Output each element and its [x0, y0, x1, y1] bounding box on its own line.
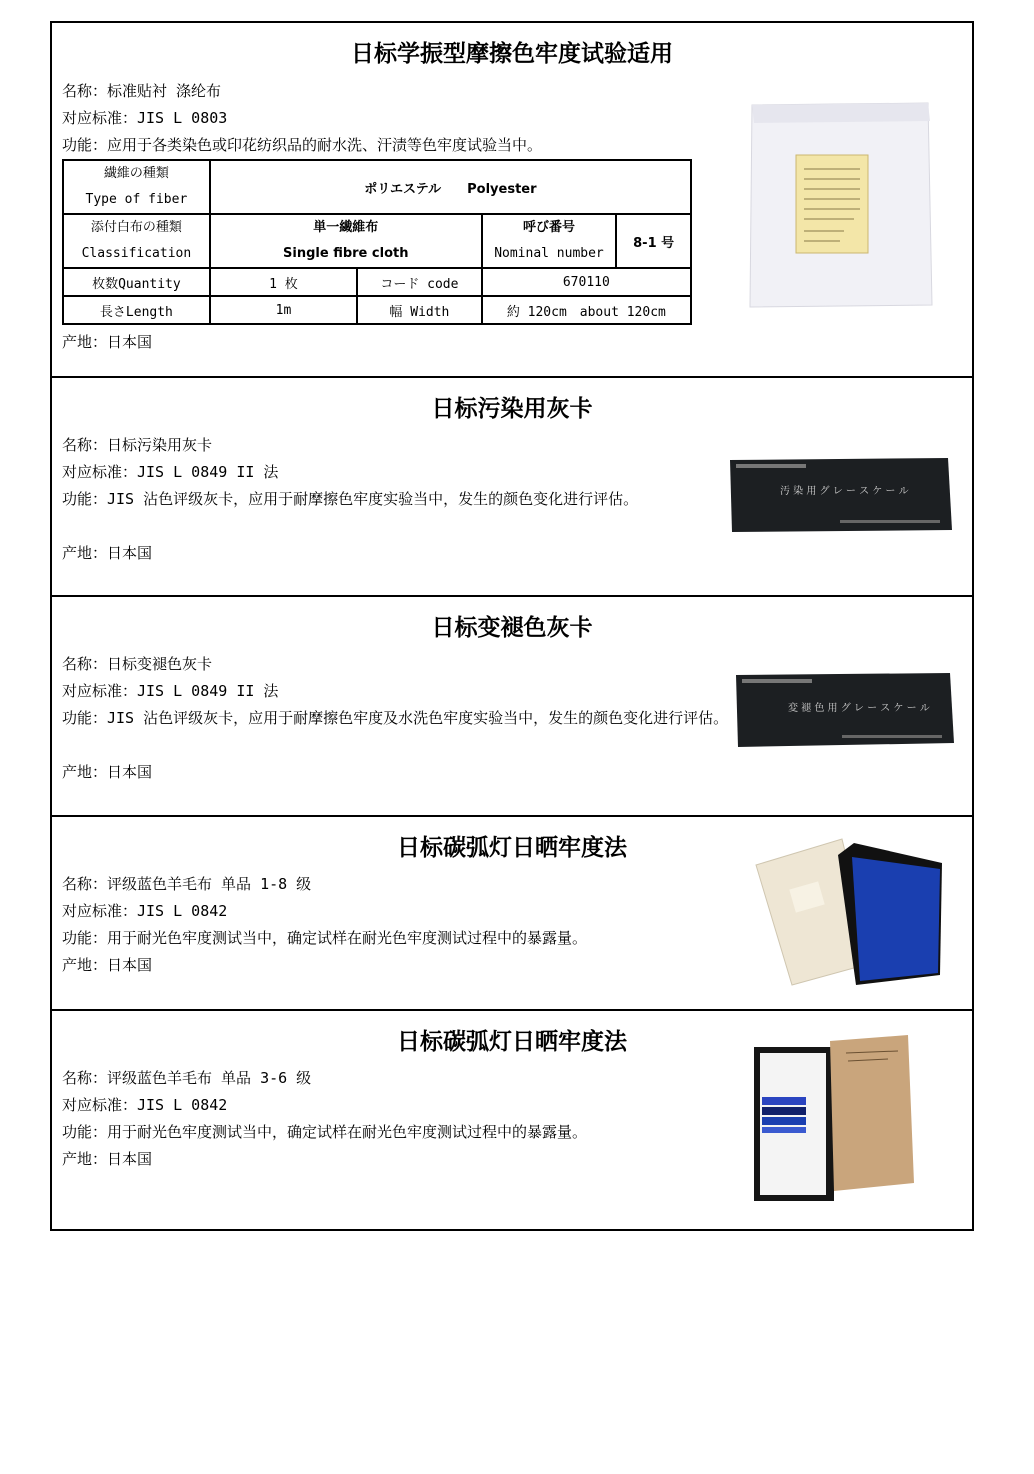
product-name: 名称：评级蓝色羊毛布 单品 1-8 级 [62, 875, 312, 893]
product-function: 功能：应用于各类染色或印花纺织品的耐水洗、汗渍等色牢度试验当中。 [62, 136, 543, 154]
width-label: 幅 Width [357, 296, 482, 324]
product-name: 名称：标准贴衬 涤纶布 [62, 82, 222, 100]
change-grey-card-image [734, 671, 956, 751]
product-standard: 对应标准：JIS L 0842 [62, 902, 228, 920]
product-standard: 对应标准：JIS L 0803 [62, 109, 228, 127]
card-label: 汚 染 用 グ レ ー ス ケ ー ル [780, 486, 909, 497]
white-fabric-image [744, 101, 934, 311]
length-value: 1m [210, 296, 357, 324]
product-name: 名称：日标污染用灰卡 [62, 436, 213, 454]
product-origin: 产地：日本国 [62, 333, 153, 351]
card-label: 変 褪 色 用 グ レ ー ス ケ ー ル [788, 703, 930, 714]
section-change-grey-scale [52, 597, 972, 817]
product-origin: 产地：日本国 [62, 1150, 153, 1168]
section-title: 日标变褪色灰卡 [431, 615, 593, 641]
product-sheet [50, 21, 974, 1231]
product-origin: 产地：日本国 [62, 763, 153, 781]
quantity-value: 1 枚 [210, 268, 357, 296]
product-name: 名称：日标变褪色灰卡 [62, 655, 213, 673]
section-title: 日标碳弧灯日晒牢度法 [397, 1029, 627, 1055]
product-name: 名称：评级蓝色羊毛布 单品 3-6 级 [62, 1069, 312, 1087]
product-function: 功能：用于耐光色牢度测试当中，确定试样在耐光色牢度测试过程中的暴露量。 [62, 1123, 588, 1141]
code-label: コード code [357, 268, 482, 296]
section-title: 日标学振型摩擦色牢度试验适用 [351, 41, 673, 67]
quantity-label: 枚数Quantity [63, 268, 210, 296]
product-origin: 产地：日本国 [62, 956, 153, 974]
nominal-number-value: 8-1 号 [616, 214, 691, 268]
product-function: 功能：JIS 沾色评级灰卡，应用于耐摩擦色牢度及水洗色牢度实验当中，发生的颜色变化进行评估。 [62, 709, 729, 727]
product-origin: 产地：日本国 [62, 544, 153, 562]
section-staining-grey-scale [52, 378, 972, 597]
section-title: 日标碳弧灯日晒牢度法 [397, 835, 627, 861]
product-standard: 对应标准：JIS L 0849 II 法 [62, 682, 279, 700]
product-standard: 对应标准：JIS L 0842 [62, 1096, 228, 1114]
nominal-number-label: 呼び番号 Nominal number [482, 214, 617, 268]
product-function: 功能：JIS 沾色评级灰卡，应用于耐摩擦色牢度实验当中，发生的颜色变化进行评估。 [62, 490, 639, 508]
classification-value: 単一繊維布 Single fibre cloth [210, 214, 482, 268]
staining-grey-card-image [728, 456, 954, 536]
product-standard: 对应标准：JIS L 0849 II 法 [62, 463, 279, 481]
fiber-type-value: ポリエステル Polyester [210, 160, 691, 214]
section-rubbing-fabric [52, 23, 972, 378]
section-blue-wool-1-8 [52, 817, 972, 1011]
length-label: 長さLength [63, 296, 210, 324]
product-function: 功能：用于耐光色牢度测试当中，确定试样在耐光色牢度测试过程中的暴露量。 [62, 929, 588, 947]
blue-wool-standard-card-image [752, 1031, 920, 1203]
section-title: 日标污染用灰卡 [431, 396, 593, 422]
classification-label: 添付白布の種類 Classification [63, 214, 210, 268]
width-value: 約 120cm about 120cm [482, 296, 691, 324]
blue-wool-folder-image [752, 835, 948, 987]
code-value: 670110 [482, 268, 691, 296]
fiber-type-label: 繊維の種類 Type of fiber [63, 160, 210, 214]
spec-table [62, 159, 692, 325]
section-blue-wool-3-6 [52, 1011, 972, 1229]
